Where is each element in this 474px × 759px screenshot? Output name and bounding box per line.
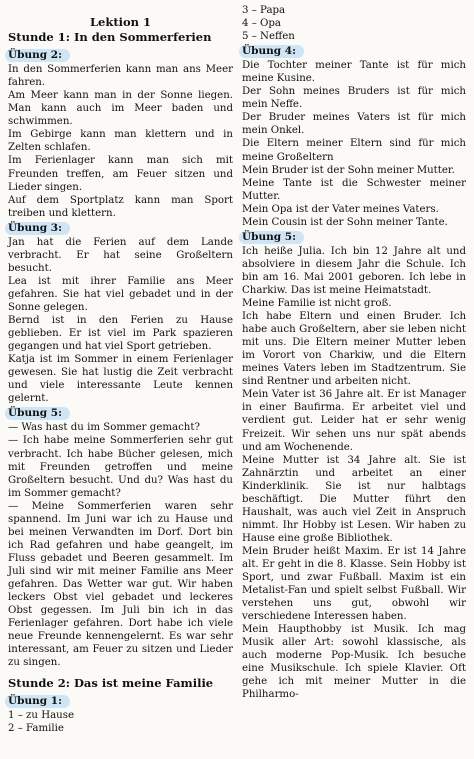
right-column	[242, 4, 466, 701]
paragraph: Mein Haupthobby ist Musik. Ich mag Musik aller Art: sowohl klassische, als auch moderne Pop-Musik. Ich besuche eine Musikschule. Ich spiele Klavier. Oft gehe ich mit meiner Mutter in die Philharmo-	[242, 624, 466, 701]
paragraph: In den Sommerferien kann man ans Meer fahren.	[8, 64, 233, 89]
paragraph: — Meine Sommerferien waren sehr spannend. Im Juni war ich zu Hause und bei meinen Verwandten im Dorf. Dort bin ich Rad gefahren und habe geangelt, im Fluss gebadet und Beeren gesammelt. Im Juli sind wir mit meiner Familie ans Meer gefahren. Das Wetter war gut. Wir haben leckers Obst viel gebadet und leckeres Obst gegessen. Im Juli bin ich in das Ferienlager gefahren. Dort habe ich viele neue Freunde kennengelernt. Es war sehr interessant, am Feuer zu sitzen und Lieder zu singen.	[8, 500, 233, 669]
paragraph: Bernd ist in den Ferien zu Hause geblieben. Er ist viel im Park spazieren gegangen und hat viel Sport getrieben.	[8, 315, 233, 353]
paragraph: Mein Cousin ist der Sohn meiner Tante.	[242, 216, 448, 228]
paragraph: Mein Bruder ist der Sohn meiner Mutter.	[242, 164, 455, 176]
exercise-label-5-right: Übung 5:	[239, 231, 304, 244]
paragraph: Der Bruder meines Vaters ist für mich mein Onkel.	[242, 112, 466, 137]
paragraph: Katja ist im Sommer in einem Ferienlager gewesen. Sie hat lustig die Zeit verbracht und viele interessante Leute kennen gelernt.	[8, 354, 233, 405]
paragraph: Meine Familie ist nicht groß.	[242, 298, 392, 310]
paragraph: Lea ist mit ihrer Familie ans Meer gefahren. Sie hat viel gebadet und in der Sonne gelegen.	[8, 275, 233, 313]
list-item: 2 – Familie	[8, 723, 64, 735]
paragraph: Ich habe Eltern und einen Bruder. Ich habe auch Großeltern, aber sie leben nicht mit uns. Die Eltern meiner Mutter leben im Vorort von Charkiw, und die Eltern meines Vaters leben im Stadtzentrum. Sie sind Rentner und arbeiten nicht.	[242, 311, 466, 388]
paragraph: Im Gebirge kann man klettern und in Zelten schlafen.	[8, 129, 233, 154]
exercise-5-dialogue	[8, 421, 233, 669]
section-heading-stunde-2: Stunde 2: Das ist meine Familie	[8, 676, 214, 691]
list-item: 3 – Papa	[242, 5, 286, 16]
exercise-3-text	[8, 236, 233, 406]
list-item: 1 – zu Hause	[8, 710, 74, 722]
paragraph: Der Sohn meines Bruders ist für mich mein Neffe.	[242, 86, 466, 111]
exercise-label-2: Übung 2:	[5, 49, 70, 62]
paragraph: Ich heiße Julia. Ich bin 12 Jahre alt und absolviere in diesem Jahr die Schule. Ich bin am 16. Mai 2001 geboren. Ich lebe in Charkiw. Das ist meine Heimatstadt.	[242, 245, 466, 296]
exercise-1-list-continued	[242, 4, 466, 43]
exercise-5-essay	[242, 245, 466, 702]
paragraph: Auf dem Sportplatz kann man Sport treiben und klettern.	[8, 194, 233, 219]
exercise-label-3: Übung 3:	[5, 222, 70, 235]
section-heading-stunde-1: Stunde 1: In den Sommerferien	[8, 30, 212, 45]
paragraph: Meine Mutter ist 34 Jahre alt. Sie ist Zahnärztin und arbeitet an einer Kinderklinik. Sie ist nur halbtags beschäftigt. Die Mutter führt den Haushalt, was auch viel Zeit in Anspruch nimmt. Ihr Hobby ist Lesen. Wir haben zu Hause eine große Bibliothek.	[242, 454, 466, 544]
paragraph: — Ich habe meine Sommerferien sehr gut verbracht. Ich habe Bücher gelesen, mich mit Freunden getroffen und meine Großeltern besucht. Und du? Was hast du im Sommer gemacht?	[8, 435, 233, 499]
exercise-label-5: Übung 5:	[5, 407, 70, 420]
lesson-title: Lektion 1	[89, 15, 152, 29]
exercise-1-list	[8, 709, 233, 735]
exercise-4-text	[242, 59, 466, 229]
exercise-label-1: Übung 1:	[5, 695, 70, 708]
exercise-label-4: Übung 4:	[239, 45, 304, 58]
paragraph: Am Meer kann man in der Sonne liegen. Man kann auch im Meer baden und schwimmen.	[8, 90, 233, 128]
paragraph: Im Ferienlager kann man sich mit Freunden treffen, am Feuer sitzen und Lieder singen.	[8, 155, 233, 193]
paragraph: Die Tochter meiner Tante ist für mich meine Kusine.	[242, 60, 466, 85]
paragraph: Meine Tante ist die Schwester meiner Mutter.	[242, 177, 466, 202]
list-item: 5 – Neffen	[242, 31, 295, 43]
paragraph: Die Eltern meiner Eltern sind für mich meine Großeltern	[242, 138, 466, 163]
paragraph: Mein Opa ist der Vater meines Vaters.	[242, 203, 439, 215]
list-item: 4 – Opa	[242, 18, 281, 30]
paragraph: Mein Bruder heißt Maxim. Er ist 14 Jahre alt. Er geht in die 8. Klasse. Sein Hobby ist Sport, und zwar Fußball. Maxim ist ein Metalist-Fan und spielt selbst Fußball. Wir verstehen uns gut, obwohl wir verschiedene Interessen haben.	[242, 545, 466, 623]
paragraph: Mein Vater ist 36 Jahre alt. Er ist Manager in einer Baufirma. Er arbeitet viel und verdient gut. Leider hat er sehr wenig Freizeit. Wir sehen uns nur spät abends und am Wochenende.	[242, 389, 466, 453]
paragraph: Jan hat die Ferien auf dem Lande verbracht. Er hat seine Großeltern besucht.	[8, 236, 233, 274]
exercise-2-text	[8, 63, 233, 220]
left-column	[8, 14, 233, 735]
paragraph: — Was hast du im Sommer gemacht?	[8, 422, 200, 434]
